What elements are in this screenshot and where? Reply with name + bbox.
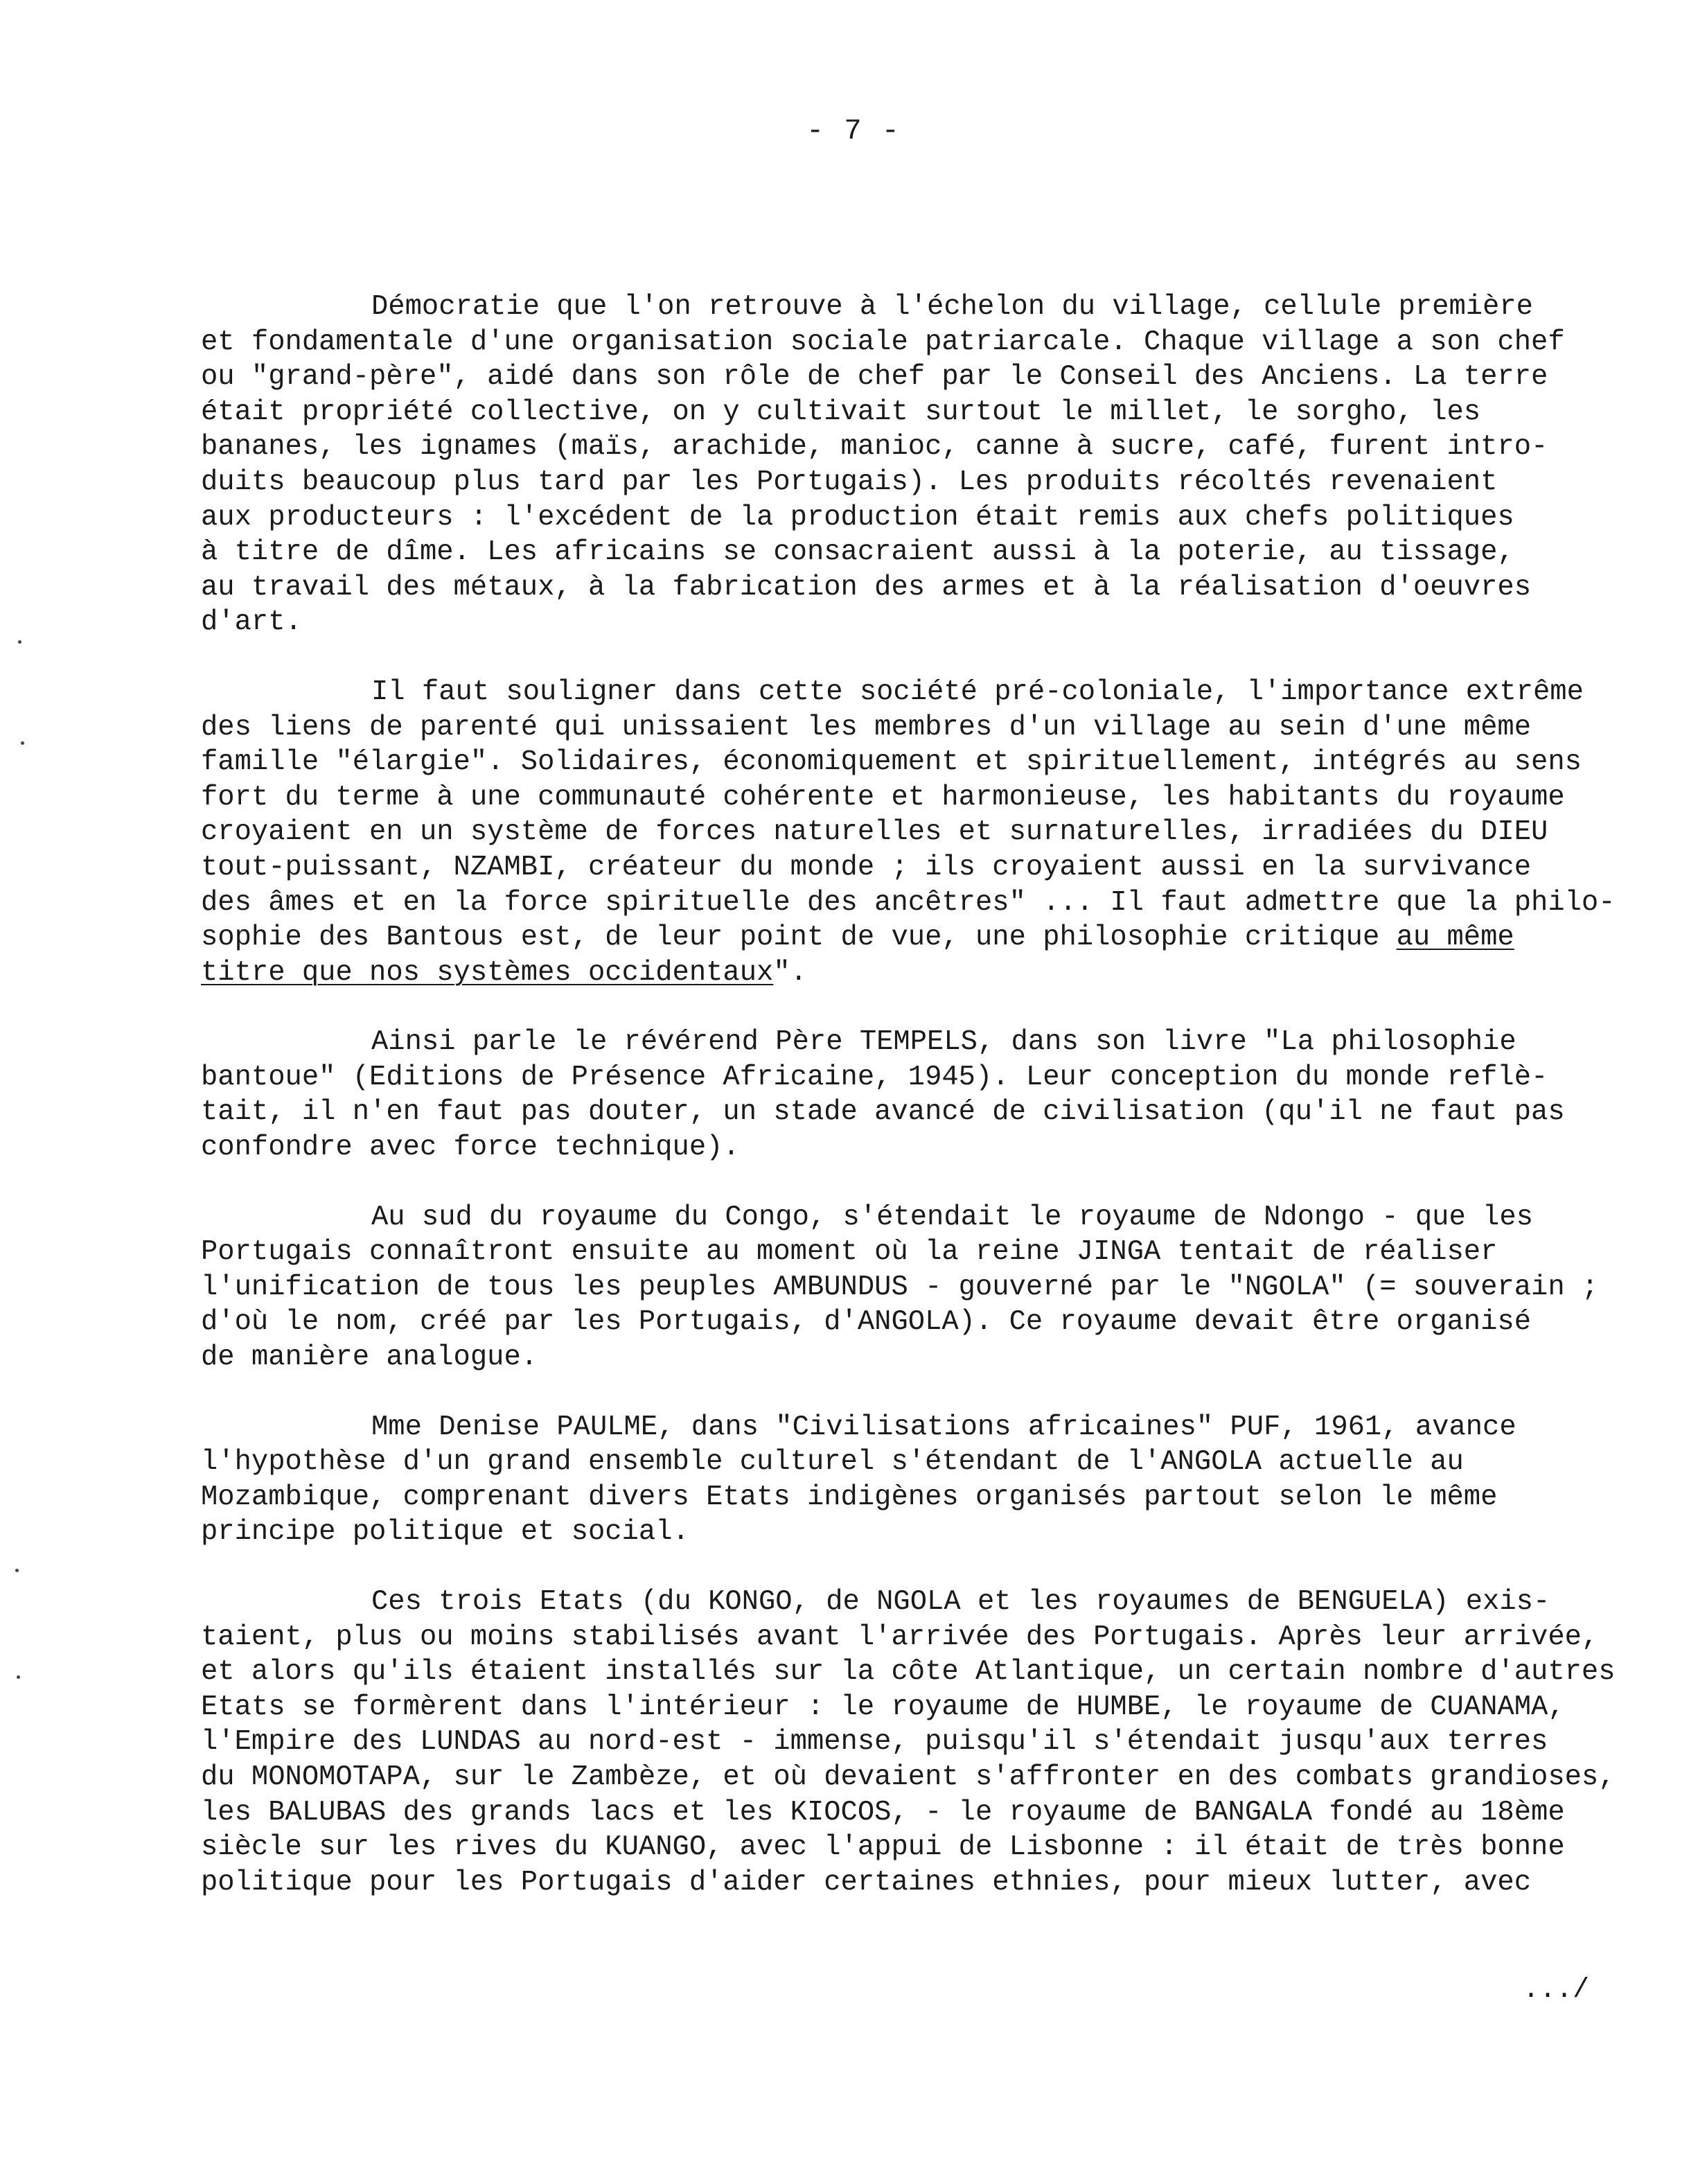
text-line: Il faut souligner dans cette société pré-coloniale, l'importance extrême xyxy=(371,676,1584,708)
text-line: et fondamentale d'une organisation sociale patriarcale. Chaque village a son chef xyxy=(201,326,1565,358)
text-line: du MONOMOTAPA, sur le Zambèze, et où devaient s'affronter en des combats grandioses, xyxy=(201,1761,1616,1793)
text-line: à titre de dîme. Les africains se consacraient aussi à la poterie, au tissage, xyxy=(201,536,1514,569)
text-line: aux producteurs : l'excédent de la production était remis aux chefs politiques xyxy=(201,501,1514,534)
text-line: principe politique et social. xyxy=(201,1516,689,1549)
text-line: siècle sur les rives du KUANGO, avec l'appui de Lisbonne : il était de très bonne xyxy=(201,1831,1565,1864)
text-line: tait, il n'en faut pas douter, un stade avancé de civilisation (qu'il ne faut pas xyxy=(201,1096,1565,1129)
text-line: l'hypothèse d'un grand ensemble culturel s'étendant de l'ANGOLA actuelle au xyxy=(201,1446,1464,1479)
body-text xyxy=(201,290,1663,1935)
text-line: les BALUBAS des grands lacs et les KIOCOS, - le royaume de BANGALA fondé au 18ème xyxy=(201,1796,1565,1829)
text-line: Au sud du royaume du Congo, s'étendait le royaume de Ndongo - que les xyxy=(371,1201,1533,1233)
text-line xyxy=(201,956,1663,991)
margin-dot xyxy=(17,1675,20,1679)
text-line: Mozambique, comprenant divers Etats indigènes organisés partout selon le même xyxy=(201,1481,1498,1513)
text-line: d'où le nom, créé par les Portugais, d'ANGOLA). Ce royaume devait être organisé xyxy=(201,1306,1532,1339)
text-line: et alors qu'ils étaient installés sur la côte Atlantique, un certain nombre d'autres xyxy=(201,1656,1616,1689)
underlined-text: au même xyxy=(1396,922,1514,954)
text-line: Etats se formèrent dans l'intérieur : le royaume de HUMBE, le royaume de CUANAMA, xyxy=(201,1691,1565,1723)
text-line: tout-puissant, NZAMBI, créateur du monde ; ils croyaient aussi en la survivance xyxy=(201,851,1532,883)
underlined-text: titre que nos systèmes occidentaux xyxy=(201,956,774,989)
text-line: Démocratie que l'on retrouve à l'échelon du village, cellule première xyxy=(371,291,1533,323)
text-line: des liens de parenté qui unissaient les membres d'un village au sein d'une même xyxy=(201,711,1532,743)
text-line: des âmes et en la force spirituelle des ancêtres" ... Il faut admettre que la philo- xyxy=(201,886,1616,919)
text-line: politique pour les Portugais d'aider certaines ethnies, pour mieux lutter, avec xyxy=(201,1866,1532,1899)
text-line: taient, plus ou moins stabilisés avant l'arrivée des Portugais. Après leur arrivée, xyxy=(201,1621,1599,1653)
text-line: bananes, les ignames (maïs, arachide, manioc, canne à sucre, café, furent intro- xyxy=(201,431,1548,464)
paragraph-village-democracy xyxy=(201,290,1663,640)
margin-dot xyxy=(15,1569,19,1572)
text-line: l'unification de tous les peuples AMBUNDUS - gouverné par le "NGOLA" (= souverain ; xyxy=(201,1271,1599,1303)
paragraph-three-states xyxy=(201,1585,1663,1900)
text-segment: sophie des Bantous est, de leur point de vue, une philosophie critique xyxy=(201,922,1397,954)
text-line: Mme Denise PAULME, dans "Civilisations africaines" PUF, 1961, avance xyxy=(371,1411,1516,1443)
text-line: famille "élargie". Solidaires, économiquement et spirituellement, intégrés au sens xyxy=(201,746,1582,779)
text-line: bantoue" (Editions de Présence Africaine, 1945). Leur conception du monde reflè- xyxy=(201,1061,1548,1093)
text-line: fort du terme à une communauté cohérente et harmonieuse, les habitants du royaume xyxy=(201,781,1565,813)
margin-dot xyxy=(18,640,21,644)
paragraph-ndongo xyxy=(201,1200,1663,1375)
paragraph-paulme xyxy=(201,1410,1663,1550)
text-line: l'Empire des LUNDAS au nord-est - immense, puisqu'il s'étendait jusqu'aux terres xyxy=(201,1726,1548,1759)
text-line: Portugais connaîtront ensuite au moment où la reine JINGA tentait de réaliser xyxy=(201,1236,1498,1269)
continuation-mark: .../ xyxy=(1523,1975,1590,2006)
text-line: au travail des métaux, à la fabrication des armes et à la réalisation d'oeuvres xyxy=(201,571,1532,604)
text-line xyxy=(201,920,1663,956)
text-line: Ainsi parle le révérend Père TEMPELS, dans son livre "La philosophie xyxy=(371,1026,1516,1059)
page-number: - 7 - xyxy=(806,114,901,148)
text-segment: ". xyxy=(773,956,807,989)
text-line: d'art. xyxy=(201,606,302,639)
text-line: ou "grand-père", aidé dans son rôle de chef par le Conseil des Anciens. La terre xyxy=(201,361,1548,394)
text-line: confondre avec force technique). xyxy=(201,1131,740,1164)
text-line: croyaient en un système de forces naturelles et surnaturelles, irradiées du DIEU xyxy=(201,816,1548,849)
margin-dot xyxy=(21,741,24,745)
text-line: Ces trois Etats (du KONGO, de NGOLA et les royaumes de BENGUELA) exis- xyxy=(371,1586,1550,1618)
text-line: duits beaucoup plus tard par les Portugais). Les produits récoltés revenaient xyxy=(201,466,1498,498)
paragraph-tempels xyxy=(201,1025,1663,1165)
paragraph-kinship xyxy=(201,675,1663,990)
text-line: de manière analogue. xyxy=(201,1341,538,1374)
text-line: était propriété collective, on y cultivait surtout le millet, le sorgho, les xyxy=(201,396,1481,428)
